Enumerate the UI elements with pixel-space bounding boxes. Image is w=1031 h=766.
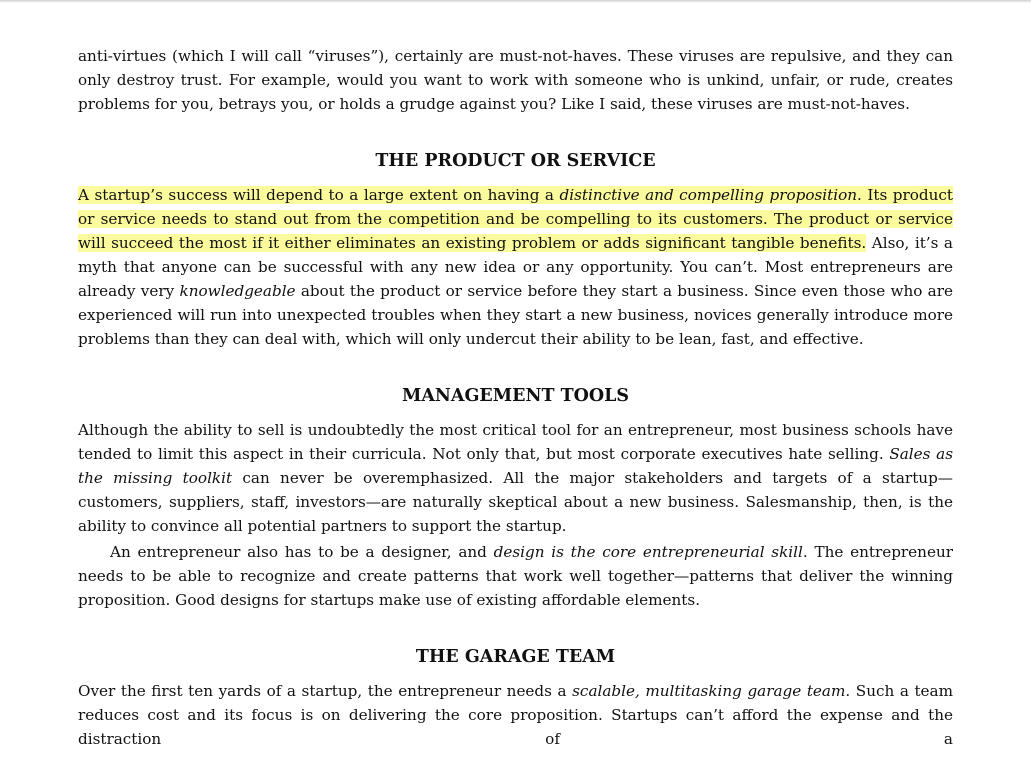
management-paragraph-1 bbox=[78, 418, 953, 538]
garage-emphasis: scalable, multitasking garage team bbox=[572, 682, 846, 700]
management-p2-text-1: An entrepreneur also has to be a designer, and bbox=[110, 543, 494, 561]
management-p2-emphasis: design is the core entrepreneurial skill bbox=[493, 543, 803, 561]
garage-text-2: . Such a team reduces cost and its focus is on delivering the core proposition. Startups can’t afford the expense and the distraction of a bbox=[78, 682, 954, 748]
highlight-text-start: A startup’s success will depend to a large extent on having a bbox=[78, 186, 560, 204]
heading-management-tools: MANAGEMENT TOOLS bbox=[401, 386, 630, 406]
viewer-top-edge bbox=[0, 0, 1031, 3]
management-paragraph-2 bbox=[78, 540, 953, 612]
product-text-1: Also, it’s a myth that anyone can be successful with any new idea or any opportunity. You can’t. Most entrepreneurs are already very bbox=[78, 234, 953, 300]
product-paragraph bbox=[78, 183, 953, 351]
garage-paragraph bbox=[78, 679, 953, 751]
highlight-text-end: . Its product or service needs to stand out from the competition and be compelling to its customers. The product or service will succeed the most if it either eliminates an existing problem or adds significant tangible benefits. bbox=[78, 186, 953, 252]
highlight-emphasis: distinctive and compelling proposition bbox=[559, 186, 858, 204]
intro-text: anti-virtues (which I will call “viruses”), certainly are must-not-haves. These viruses are repulsive, and they can only destroy trust. For example, would you want to work with someone who is unkind, unfair, or rude, creates problems for you, betrays you, or holds a grudge against you? Like I said, these viruses are must-not-haves. bbox=[78, 47, 953, 113]
intro-paragraph bbox=[78, 44, 953, 116]
management-p2-text-2: . The entrepreneur needs to be able to recognize and create patterns that work well together—patterns that deliver the winning proposition. Good designs for startups make use of existing affordable elements. bbox=[78, 543, 953, 609]
management-p1-text-1: Although the ability to sell is undoubtedly the most critical tool for an entrepreneur, most business schools have tended to limit this aspect in their curricula. Not only that, but most corporate executives hate selling. bbox=[78, 421, 953, 463]
highlighted-passage bbox=[78, 186, 953, 252]
management-p1-emphasis: Sales as the missing toolkit bbox=[78, 445, 953, 487]
management-p1-text-2: can never be overemphasized. All the major stakeholders and targets of a startup—customers, suppliers, staff, investors—are naturally skeptical about a new business. Salesmanship, then, is the ability to convince all potential partners to support the startup. bbox=[78, 469, 953, 535]
heading-garage-team: THE GARAGE TEAM bbox=[415, 647, 616, 667]
document-page bbox=[78, 44, 953, 751]
garage-text-1: Over the first ten yards of a startup, the entrepreneur needs a bbox=[78, 682, 573, 700]
product-emphasis: knowledgeable bbox=[179, 282, 296, 300]
product-text-2: about the product or service before they start a business. Since even those who are experienced will run into unexpected troubles when they start a new business, novices generally introduce more problems than they can deal with, which will only undercut their ability to be lean, fast, and effective. bbox=[78, 282, 953, 348]
heading-product-or-service: THE PRODUCT OR SERVICE bbox=[375, 151, 656, 171]
